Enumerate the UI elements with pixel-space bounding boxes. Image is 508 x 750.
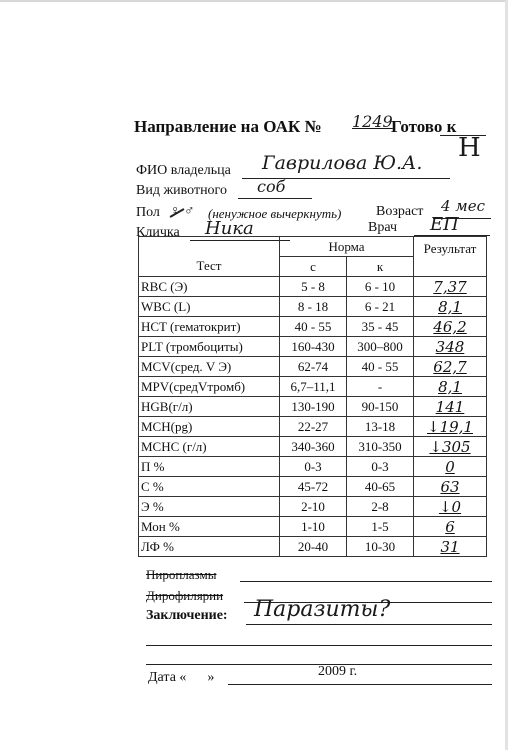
norm-k: 6 - 21 [347,297,414,317]
result-value: ↓305 [414,437,487,457]
table-row [139,377,487,397]
header-norm: Норма [280,237,414,257]
table-row [139,457,487,477]
norm-c: 22-27 [280,417,347,437]
norm-c: 20-40 [280,537,347,557]
table-row [139,437,487,457]
result-value: 8,1 [414,297,487,317]
table-row [139,497,487,517]
sex-label: Пол [136,205,160,220]
conclusion-underline-1 [246,624,492,625]
name-label: Кличка [136,225,180,240]
result-value: 141 [414,397,487,417]
result-value: 8,1 [414,377,487,397]
table-row [139,537,487,557]
test-name: PLT (тромбоциты) [139,337,280,357]
age-label: Возраст [376,204,424,219]
ready-mark: Н [458,133,481,163]
norm-c: 160-430 [280,337,347,357]
norm-k: 40-65 [347,477,414,497]
result-value: ↓19,1 [414,417,487,437]
norm-k: 1-5 [347,517,414,537]
result-value: 7,37 [414,277,487,297]
result-value: 63 [414,477,487,497]
result-value: 31 [414,537,487,557]
date-label: Дата « » [148,670,215,685]
norm-c: 6,7–11,1 [280,377,347,397]
result-value: 62,7 [414,357,487,377]
order-number: 1249 [352,112,393,131]
species-label: Вид животного [136,183,227,198]
test-name: MPV(средVтромб) [139,377,280,397]
norm-c: 0-3 [280,457,347,477]
scan-edge-top [0,0,508,2]
norm-k: 90-150 [347,397,414,417]
species-underline [238,198,312,199]
ready-label: Готово к [391,117,457,136]
test-name: Э % [139,497,280,517]
test-name: Мон % [139,517,280,537]
table-row [139,477,487,497]
doctor-label: Врач [368,220,398,235]
norm-k: 2-8 [347,497,414,517]
date-underline [228,684,492,685]
piroplasm-underline [240,581,492,582]
test-name: RBC (Э) [139,277,280,297]
result-value: 0 [414,457,487,477]
norm-k: - [347,377,414,397]
result-value: 46,2 [414,317,487,337]
norm-k: 10-30 [347,537,414,557]
date-year: 2009 г. [318,664,358,679]
test-name: MCV(сред. V Э) [139,357,280,377]
conclusion-underline-2 [146,645,492,646]
header-result: Результат [414,237,487,277]
form-title: Направление на ОАК № [134,117,322,136]
conclusion-label: Заключение: [146,608,228,623]
norm-k: 40 - 55 [347,357,414,377]
owner-label: ФИО владельца [136,163,231,178]
table-row [139,357,487,377]
age-value: 4 мес [441,197,486,215]
result-value: 6 [414,517,487,537]
table-header-row [139,237,487,257]
norm-c: 1-10 [280,517,347,537]
norm-c: 340-360 [280,437,347,457]
owner-value: Гаврилова Ю.А. [262,152,423,174]
table-row [139,417,487,437]
test-name: HGB(г/л) [139,397,280,417]
species-value: соб [257,177,286,196]
norm-c: 62-74 [280,357,347,377]
test-name: ЛФ % [139,537,280,557]
table-row [139,337,487,357]
header-norm-c: с [280,257,347,277]
test-name: HCT (гематокрит) [139,317,280,337]
norm-c: 8 - 18 [280,297,347,317]
result-value: 348 [414,337,487,357]
piroplasm-label: Пироплазмы [146,567,217,582]
norm-c: 40 - 55 [280,317,347,337]
norm-k: 35 - 45 [347,317,414,337]
sex-hint: (ненужное вычеркнуть) [208,206,342,221]
conclusion-value: Паразиты? [254,597,391,622]
norm-k: 6 - 10 [347,277,414,297]
table-row [139,517,487,537]
dirofilaria-label: Дирофилярии [146,588,224,603]
norm-k: 300–800 [347,337,414,357]
table-row [139,317,487,337]
norm-c: 5 - 8 [280,277,347,297]
norm-k: 13-18 [347,417,414,437]
test-name: MCHC (г/л) [139,437,280,457]
results-table [138,236,487,557]
result-value: ↓0 [414,497,487,517]
table-row [139,277,487,297]
doctor-value: ЕП [430,214,459,235]
test-name: MCH(pg) [139,417,280,437]
name-value: Ника [205,218,254,239]
test-name: П % [139,457,280,477]
table-row [139,297,487,317]
norm-k: 0-3 [347,457,414,477]
norm-c: 45-72 [280,477,347,497]
test-name: WBC (L) [139,297,280,317]
sex-symbols: ♀ ♂ [170,204,195,219]
table-row [139,397,487,417]
header-norm-k: к [347,257,414,277]
norm-c: 2-10 [280,497,347,517]
norm-k: 310-350 [347,437,414,457]
norm-c: 130-190 [280,397,347,417]
header-test: Тест [139,237,280,277]
test-name: С % [139,477,280,497]
